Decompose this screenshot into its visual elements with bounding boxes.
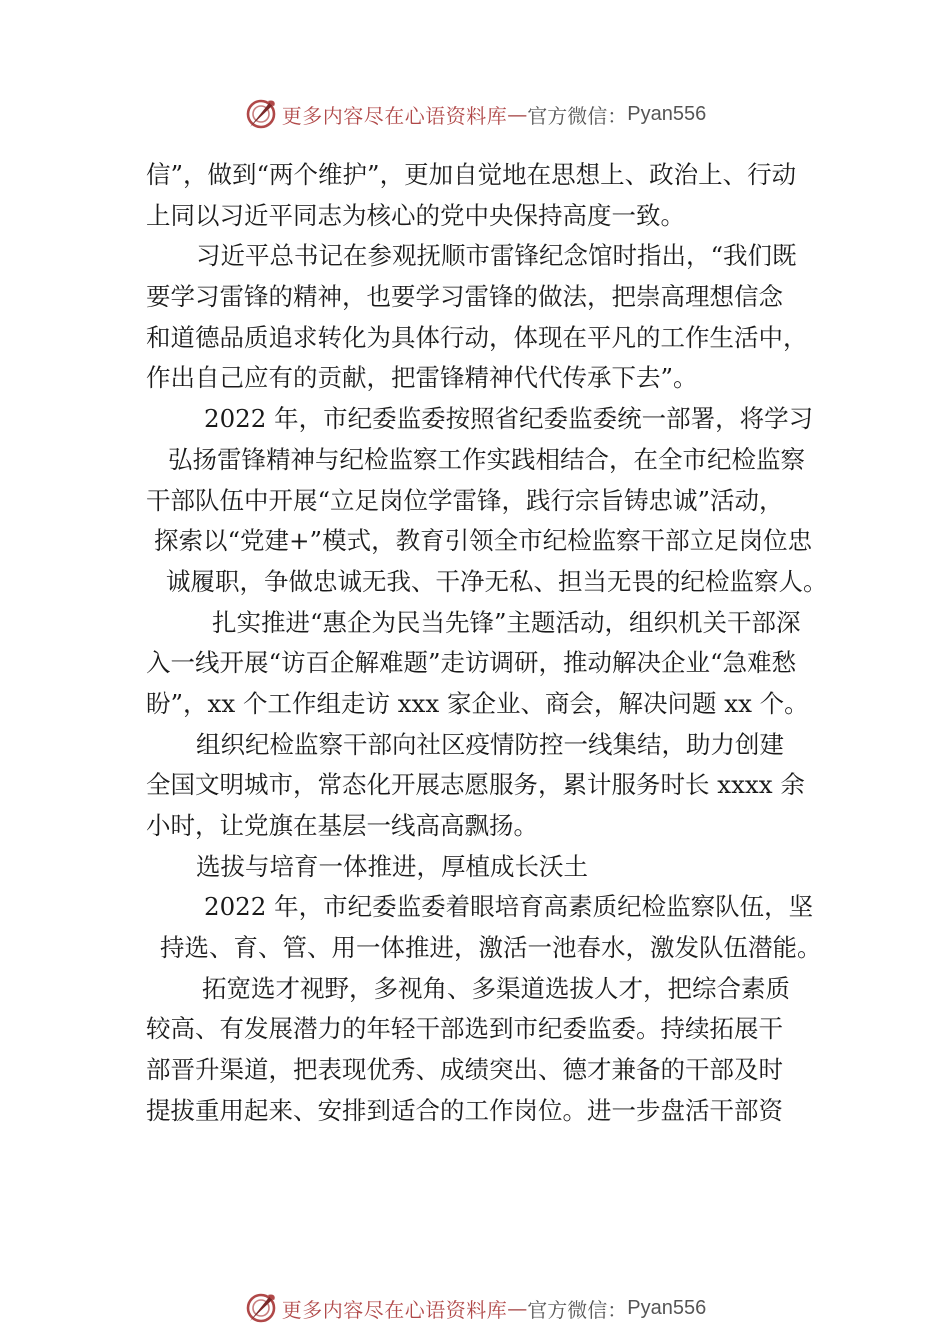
- text-line: 入一线开展“访百企解难题”走访调研，推动解决企业“急难愁: [146, 648, 797, 678]
- footer-separator: —: [507, 1296, 528, 1320]
- text-line: 提拔重用起来、安排到适合的工作岗位。进一步盘活干部资: [146, 1095, 783, 1125]
- text-line: 部晋升渠道，把表现优秀、成绩突出、德才兼备的干部及时: [146, 1055, 783, 1085]
- text-line: 干部队伍中开展“立足岗位学雷锋，践行宗旨铸忠诚”活动，: [146, 485, 784, 515]
- text-line: 拓宽选才视野，多视角、多渠道选拔人才，把综合素质: [202, 973, 790, 1003]
- text-line: 全国文明城市，常态化开展志愿服务，累计服务时长 xxxx 余: [146, 770, 805, 800]
- text-line: 信”，做到“两个维护”，更加自觉地在思想上、政治上、行动: [146, 160, 797, 189]
- text-line: 组织纪检监察干部向社区疫情防控一线集结，助力创建: [196, 729, 784, 759]
- text-line: 上同以习近平同志为核心的党中央保持高度一致。: [146, 200, 685, 230]
- text-line: 2022 年，市纪委监委按照省纪委监委统一部署，将学习: [204, 404, 814, 434]
- text-line: 持选、育、管、用一体推进，激活一池春水，激发队伍潜能。: [160, 933, 822, 963]
- footer-text: 更多内容尽在心语资料库: [281, 1297, 508, 1322]
- text-line: 扎实推进“惠企为民当先锋”主题活动，组织机关干部深: [212, 607, 801, 637]
- header-wechat-id: Pyan556: [627, 102, 707, 125]
- footer-wechat-label: 官方微信：: [527, 1297, 628, 1322]
- quill-logo-icon: [244, 1291, 278, 1325]
- text-line: 和道德品质追求转化为具体行动，体现在平凡的工作生活中，: [146, 322, 808, 352]
- quill-logo-icon: [244, 97, 278, 131]
- text-line: 盼”，xx 个工作组走访 xxx 家企业、商会，解决问题 xx 个。: [146, 688, 809, 718]
- text-line: 小时，让党旗在基层一线高高飘扬。: [146, 811, 538, 840]
- text-line: 诚履职，争做忠诚无我、干净无私、担当无畏的纪检监察人。: [166, 566, 828, 596]
- footer-wechat-id: Pyan556: [627, 1296, 707, 1319]
- header-wechat-label: 官方微信：: [527, 103, 628, 128]
- header-separator: —: [507, 102, 528, 126]
- text-line: 2022 年，市纪委监委着眼培育高素质纪检监察队伍，坚: [204, 892, 814, 922]
- text-line: 较高、有发展潜力的年轻干部选到市纪委监委。持续拓展干: [146, 1014, 783, 1044]
- document-body: [146, 155, 826, 1132]
- section-heading: 选拔与培育一体推进，厚植成长沃土: [196, 851, 588, 881]
- text-line: 探索以“党建+”模式，教育引领全市纪检监察干部立足岗位忠: [154, 526, 813, 556]
- text-line: 要学习雷锋的精神，也要学习雷锋的做法，把崇高理想信念: [146, 282, 783, 312]
- header-watermark: [0, 96, 950, 132]
- text-line: 习近平总书记在参观抚顺市雷锋纪念馆时指出，“我们既: [196, 241, 797, 271]
- footer-watermark: [0, 1290, 950, 1326]
- header-text: 更多内容尽在心语资料库: [281, 103, 508, 128]
- text-line: 弘扬雷锋精神与纪检监察工作实践相结合，在全市纪检监察: [168, 444, 805, 474]
- text-line: 作出自己应有的贡献，把雷锋精神代代传承下去”。: [146, 363, 698, 393]
